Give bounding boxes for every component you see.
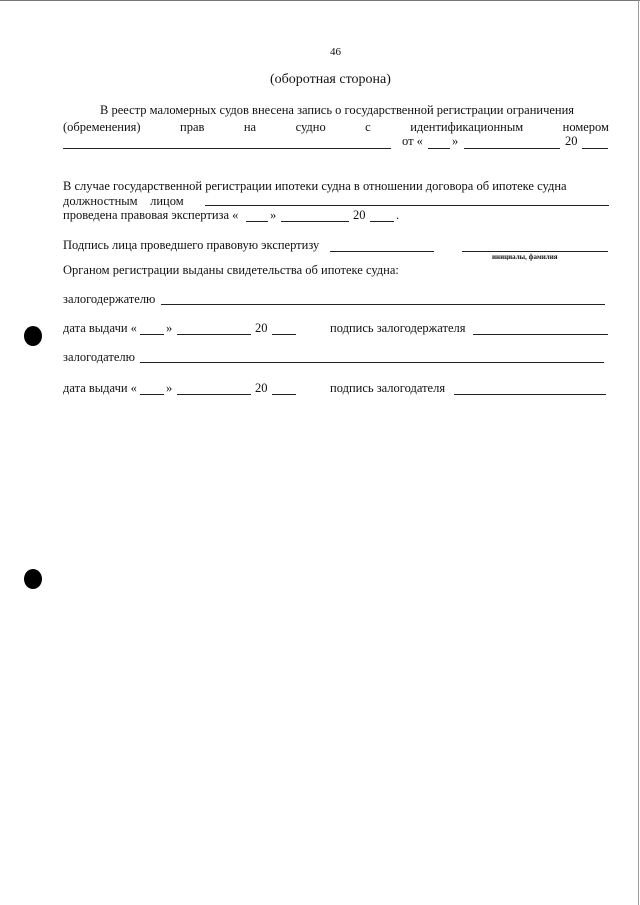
month-field[interactable] xyxy=(464,148,560,149)
pledgee-year-field[interactable] xyxy=(272,334,296,335)
pledgor-year-prefix: 20 xyxy=(255,381,268,395)
pledgor-issue-date-label: дата выдачи « xyxy=(63,381,137,395)
pledgor-sign-field[interactable] xyxy=(454,394,606,395)
date-prefix: от « xyxy=(402,134,423,148)
word: судно xyxy=(295,120,326,134)
certificates-heading: Органом регистрации выданы свидетельства об ипотеке судна: xyxy=(63,263,399,277)
signature-label: Подпись лица проведшего правовую экспертизу xyxy=(63,238,320,252)
expertise-year-field[interactable] xyxy=(370,221,394,222)
word: номером xyxy=(562,120,609,134)
punch-hole xyxy=(24,326,42,346)
word: идентификационным xyxy=(410,120,524,134)
mortgage-line2: должностным лицом xyxy=(63,194,184,208)
pledgee-sign-field[interactable] xyxy=(473,334,608,335)
pledgee-month-field[interactable] xyxy=(177,334,251,335)
word: с xyxy=(365,120,371,134)
page-number: 46 xyxy=(330,46,341,58)
pledgor-month-field[interactable] xyxy=(177,394,251,395)
pledgee-sign-label: подпись залогодержателя xyxy=(330,321,466,335)
vessel-number-field[interactable] xyxy=(63,148,391,149)
initials-caption: инициалы, фамилия xyxy=(492,253,558,261)
pledgee-date-mid: » xyxy=(166,321,173,335)
pledgee-label: залогодержателю xyxy=(63,292,156,306)
pledgor-year-field[interactable] xyxy=(272,394,296,395)
pledgor-field[interactable] xyxy=(140,362,604,363)
year-prefix: 20 xyxy=(565,134,578,148)
pledgee-day-field[interactable] xyxy=(140,334,164,335)
expertise-day-field[interactable] xyxy=(246,221,268,222)
pledgor-label: залогодателю xyxy=(63,350,135,364)
expertise-year-prefix: 20 xyxy=(353,208,366,222)
year-field[interactable] xyxy=(582,148,608,149)
word: (обременения) xyxy=(63,120,141,134)
mortgage-line1: В случае государственной регистрации ипотеки судна в отношении договора об ипотеке судна xyxy=(63,179,567,193)
pledgor-date-mid: » xyxy=(166,381,173,395)
signature-field[interactable] xyxy=(330,251,434,252)
registry-entry-line2 xyxy=(63,120,609,135)
punch-hole xyxy=(24,569,42,589)
scan-edge-top xyxy=(0,0,640,1)
pledgee-field[interactable] xyxy=(161,304,605,305)
expertise-month-field[interactable] xyxy=(281,221,349,222)
pledgee-year-prefix: 20 xyxy=(255,321,268,335)
page-title: (оборотная сторона) xyxy=(270,72,391,87)
word: на xyxy=(243,120,257,134)
registry-entry-line1: В реестр маломерных судов внесена запись о государственной регистрации ограничения xyxy=(100,103,575,117)
word: прав xyxy=(180,120,205,134)
pledgee-issue-date-label: дата выдачи « xyxy=(63,321,137,335)
pledgor-sign-label: подпись залогодателя xyxy=(330,381,446,395)
expertise-prefix: проведена правовая экспертиза « xyxy=(63,208,239,222)
expertise-mid: » xyxy=(270,208,277,222)
date-mid: » xyxy=(452,134,459,148)
initials-field[interactable] xyxy=(462,251,608,252)
official-field[interactable] xyxy=(205,205,609,206)
scan-edge-right xyxy=(638,0,639,905)
expertise-end: . xyxy=(396,208,400,222)
day-field[interactable] xyxy=(428,148,450,149)
pledgor-day-field[interactable] xyxy=(140,394,164,395)
